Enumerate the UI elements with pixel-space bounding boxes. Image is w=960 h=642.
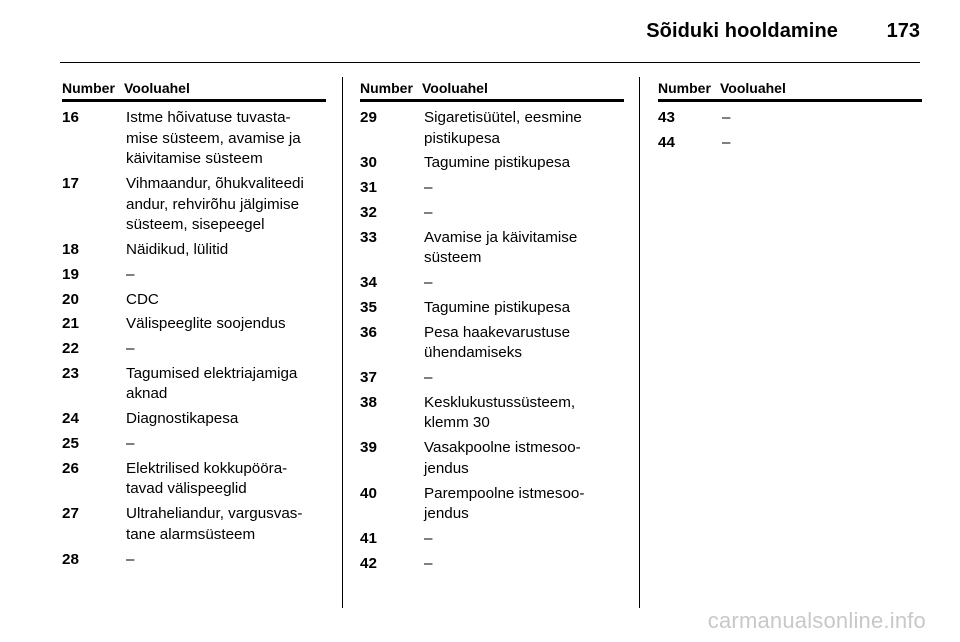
- fuse-number: 19: [62, 265, 79, 283]
- circuit-name: –: [424, 274, 433, 292]
- table-header: [360, 80, 624, 102]
- fuse-number: 44: [658, 133, 675, 151]
- fuse-number: 27: [62, 505, 79, 523]
- table-row: [360, 393, 624, 434]
- fuse-number: 42: [360, 554, 377, 572]
- fuse-number: 26: [62, 459, 79, 477]
- table-row: [360, 554, 624, 575]
- circuit-name: –: [424, 529, 433, 547]
- table-row: [62, 314, 326, 335]
- table-row: [360, 178, 624, 199]
- table-row: [360, 368, 624, 389]
- table-row: [62, 290, 326, 311]
- circuit-name: –: [424, 369, 433, 387]
- table-row: [62, 108, 326, 170]
- table-rows: [360, 102, 624, 574]
- circuit-name: Sigaretisüütel, eesmine pistikupesa: [424, 109, 582, 147]
- table-row: [62, 240, 326, 261]
- circuit-name: –: [722, 109, 731, 126]
- circuit-name: Tagumised elektriajamiga aknad: [126, 364, 298, 403]
- circuit-name: Vihmaandur, õhukvaliteedi andur, rehvirõhu jälgimise süsteem, sisepeegel: [126, 174, 304, 234]
- circuit-name: Näidikud, lülitid: [126, 240, 229, 258]
- table-row: [62, 364, 326, 405]
- table-row: [360, 529, 624, 550]
- fuse-number: 35: [360, 298, 377, 316]
- fuse-number: 21: [62, 315, 79, 333]
- table-header: [658, 80, 922, 102]
- circuit-name: Tagumine pistikupesa: [424, 298, 571, 316]
- table-row: [62, 265, 326, 286]
- circuit-name: –: [126, 550, 135, 568]
- table-row: [62, 504, 326, 545]
- circuit-name: –: [722, 133, 731, 151]
- fuse-number: 16: [62, 109, 79, 126]
- circuit-name: –: [126, 340, 135, 358]
- table-row: [360, 323, 624, 364]
- fuse-number: 24: [62, 410, 79, 428]
- table-row: [360, 298, 624, 319]
- table-row: [360, 273, 624, 294]
- page-header: [60, 0, 920, 63]
- table-row: [62, 434, 326, 455]
- table-row: [360, 108, 624, 149]
- circuit-name: Vasakpoolne istmesoo- jendus: [424, 439, 581, 477]
- circuit-name: Elektrilised kokkupööra- tavad välispeeglid: [126, 459, 288, 498]
- table-row: [360, 484, 624, 525]
- table-row: [62, 409, 326, 430]
- fuse-number: 32: [360, 203, 377, 221]
- table-row: [658, 108, 922, 129]
- circuit-name: Avamise ja käivitamise süsteem: [424, 228, 578, 267]
- fuse-number: 22: [62, 340, 79, 358]
- table-row: [62, 174, 326, 236]
- circuit-name: –: [424, 203, 433, 221]
- circuit-name: CDC: [126, 290, 159, 308]
- fuse-number: 36: [360, 323, 377, 341]
- circuit-name: Ultraheliandur, vargusvas- tane alarmsüsteem: [126, 505, 303, 543]
- table-row: [658, 133, 922, 154]
- fuse-number: 39: [360, 439, 377, 457]
- fuse-number: 17: [62, 174, 79, 192]
- fuse-number: 18: [62, 240, 79, 258]
- table-row: [360, 228, 624, 269]
- table-row: [360, 153, 624, 174]
- fuse-table-column-2: [360, 80, 624, 579]
- fuse-number: 40: [360, 484, 377, 502]
- header-circuit: Vooluahel: [422, 80, 488, 96]
- circuit-name: Istme hõivatuse tuvasta- mise süsteem, avamise ja käivitamise süsteem: [126, 109, 301, 168]
- circuit-name: Välispeeglite soojendus: [126, 315, 286, 333]
- circuit-name: –: [424, 554, 433, 572]
- circuit-name: Kesklukustussüsteem, klemm 30: [424, 393, 576, 432]
- column-divider: [639, 77, 640, 608]
- column-divider: [342, 77, 343, 608]
- circuit-name: Diagnostikapesa: [126, 410, 239, 428]
- fuse-number: 20: [62, 290, 79, 308]
- table-rows: [62, 102, 326, 570]
- circuit-name: –: [126, 265, 135, 283]
- header-circuit: Vooluahel: [720, 80, 786, 96]
- table-row: [360, 438, 624, 479]
- table-row: [62, 459, 326, 500]
- fuse-table-column-3: [658, 80, 922, 158]
- fuse-number: 30: [360, 154, 377, 172]
- header-number: Number: [62, 80, 115, 96]
- watermark: carmanualsonline.info: [707, 608, 926, 633]
- table-row: [360, 203, 624, 224]
- fuse-number: 41: [360, 529, 377, 547]
- table-row: [62, 550, 326, 571]
- fuse-number: 29: [360, 109, 377, 126]
- table-row: [62, 339, 326, 360]
- fuse-table-column-1: [62, 80, 326, 574]
- table-rows: [658, 102, 922, 153]
- circuit-name: Tagumine pistikupesa: [424, 154, 571, 172]
- fuse-number: 23: [62, 364, 79, 382]
- fuse-number: 43: [658, 109, 675, 126]
- fuse-number: 37: [360, 369, 377, 387]
- circuit-name: –: [126, 435, 135, 452]
- table-header: [62, 80, 326, 102]
- circuit-name: Pesa haakevarustuse ühendamiseks: [424, 323, 571, 362]
- header-circuit: Vooluahel: [124, 80, 190, 96]
- fuse-number: 28: [62, 550, 79, 568]
- fuse-number: 33: [360, 228, 377, 246]
- header-number: Number: [658, 80, 711, 96]
- fuse-number: 34: [360, 274, 377, 292]
- header-number: Number: [360, 80, 413, 96]
- fuse-number: 38: [360, 393, 377, 411]
- fuse-number: 31: [360, 179, 377, 197]
- circuit-name: –: [424, 179, 433, 197]
- circuit-name: Parempoolne istmesoo- jendus: [424, 484, 585, 523]
- page-title: Sõiduki hooldamine: [646, 20, 838, 42]
- page-number: 173: [886, 20, 920, 42]
- fuse-number: 25: [62, 435, 79, 452]
